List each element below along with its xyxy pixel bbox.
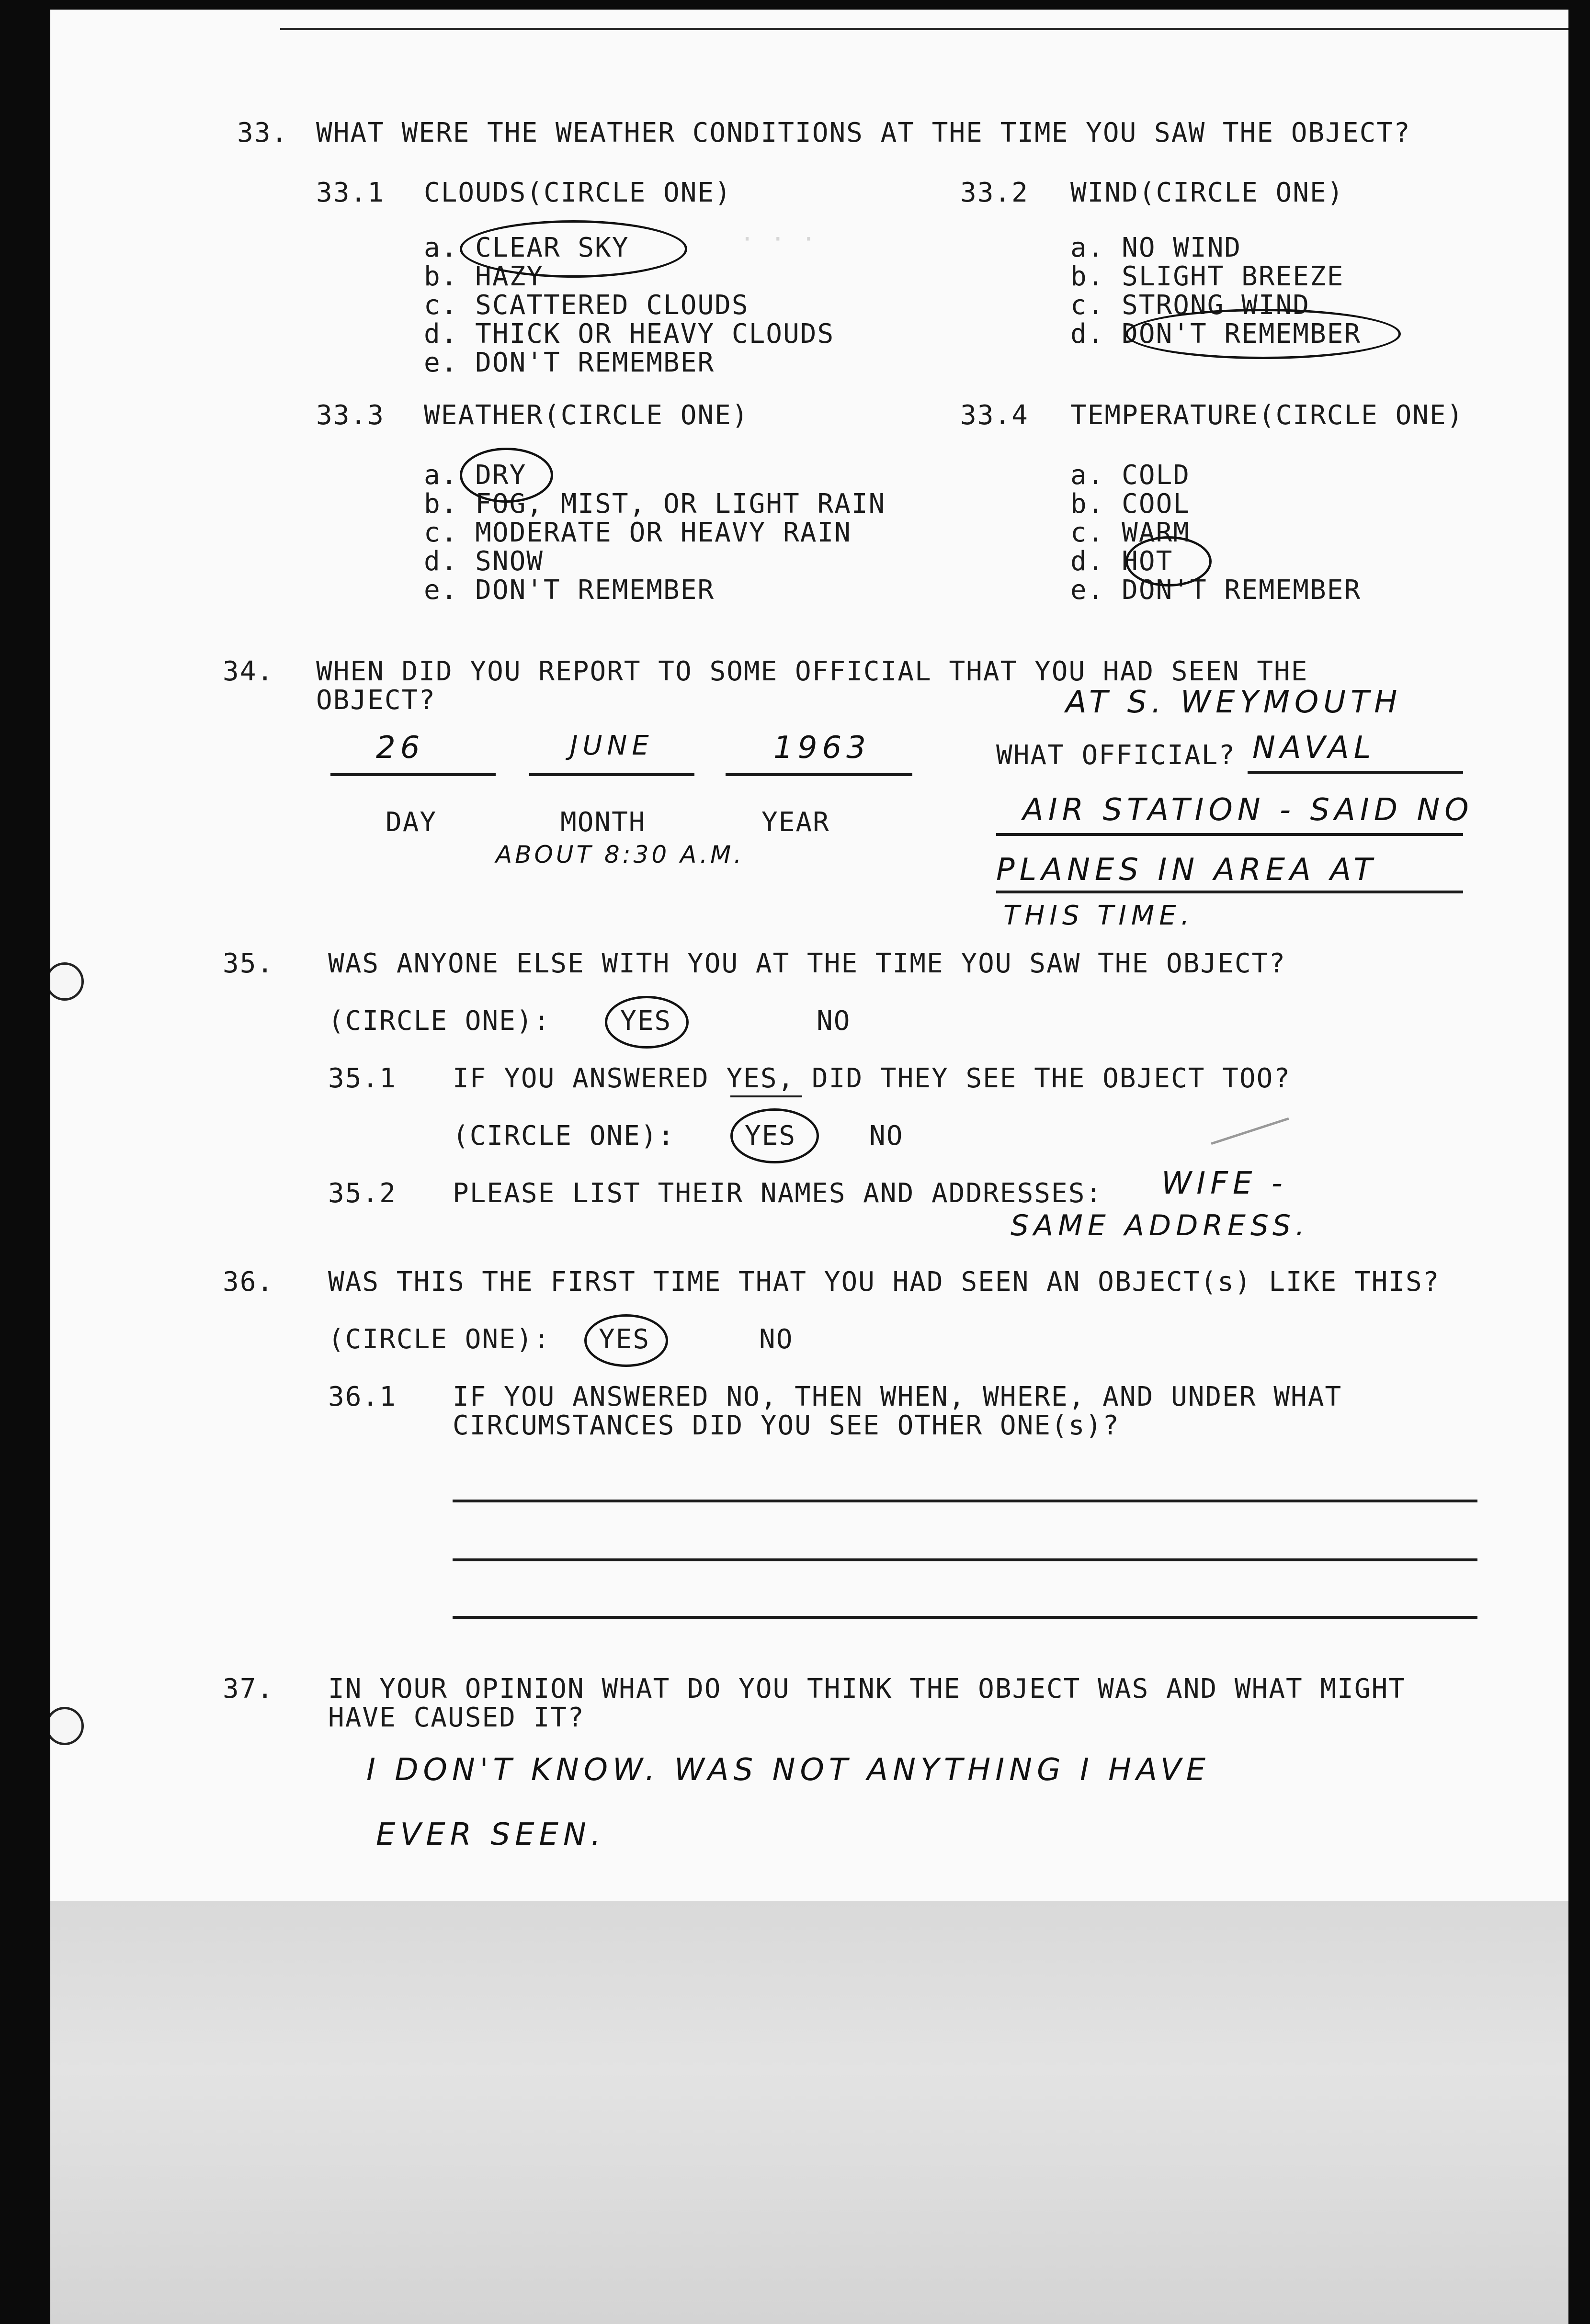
q33-2-label: WIND(CIRCLE ONE) — [1070, 177, 1344, 208]
q37-question-line2: HAVE CAUSED IT? — [328, 1702, 585, 1733]
clouds-selection-circle — [460, 220, 687, 278]
q35-2-answer-line2: SAME ADDRESS. — [1011, 1209, 1310, 1242]
year-label: YEAR — [761, 807, 830, 838]
official-line1 — [1248, 771, 1463, 774]
weather-option-b[interactable]: b. FOG, MIST, OR LIGHT RAIN — [424, 488, 886, 519]
q35-number: 35. — [223, 948, 274, 979]
q35-1-yes-underline — [730, 1095, 802, 1097]
bleed-through-text: · · · — [740, 225, 817, 253]
wind-selection-circle — [1125, 309, 1401, 359]
q36-question: WAS THIS THE FIRST TIME THAT YOU HAD SEEN AN OBJECT(s) LIKE THIS? — [328, 1266, 1440, 1297]
weather-option-e[interactable]: e. DON'T REMEMBER — [424, 575, 715, 606]
temperature-option-e[interactable]: e. DON'T REMEMBER — [1070, 575, 1362, 606]
month-line — [529, 773, 694, 776]
q35-circle-one: (CIRCLE ONE): — [328, 1005, 551, 1037]
day-line — [330, 773, 496, 776]
q33-3-number: 33.3 — [316, 400, 385, 431]
q36-1-question-line1: IF YOU ANSWERED NO, THEN WHEN, WHERE, AND UNDER WHAT — [453, 1381, 1342, 1412]
q37-answer-line1: I DON'T KNOW. WAS NOT ANYTHING I HAVE — [366, 1752, 1211, 1788]
q35-1-selection-circle — [730, 1108, 819, 1163]
official-line3 — [996, 891, 1463, 893]
punch-hole-lower — [50, 1707, 84, 1745]
official-line2 — [996, 833, 1463, 836]
q36-yes[interactable]: YES — [599, 1324, 650, 1355]
q35-1-number: 35.1 — [328, 1063, 397, 1094]
clouds-option-a[interactable]: a. CLEAR SKY — [424, 232, 629, 263]
q35-2-answer-line1: WIFE - — [1161, 1166, 1287, 1201]
temperature-option-b[interactable]: b. COOL — [1070, 488, 1191, 519]
q35-no[interactable]: NO — [817, 1005, 851, 1037]
q36-circle-one: (CIRCLE ONE): — [328, 1324, 551, 1355]
clouds-option-d[interactable]: d. THICK OR HEAVY CLOUDS — [424, 318, 835, 350]
q33-4-label: TEMPERATURE(CIRCLE ONE) — [1070, 400, 1464, 431]
wind-option-d[interactable]: d. DON'T REMEMBER — [1070, 318, 1362, 350]
month-label: MONTH — [560, 807, 646, 838]
official-label: WHAT OFFICIAL? — [996, 740, 1236, 771]
clouds-option-c[interactable]: c. SCATTERED CLOUDS — [424, 290, 749, 321]
clouds-option-e[interactable]: e. DON'T REMEMBER — [424, 347, 715, 378]
q36-no[interactable]: NO — [759, 1324, 794, 1355]
wind-option-a[interactable]: a. NO WIND — [1070, 232, 1242, 263]
q33-2-number: 33.2 — [960, 177, 1029, 208]
official-answer-line0: AT S. WEYMOUTH — [1066, 685, 1402, 720]
top-rule — [280, 28, 1568, 30]
day-value: 26 — [376, 730, 425, 766]
official-answer-line2: AIR STATION - SAID NO — [1022, 792, 1474, 828]
weather-option-c[interactable]: c. MODERATE OR HEAVY RAIN — [424, 517, 852, 548]
q36-1-number: 36.1 — [328, 1381, 397, 1412]
wind-option-c[interactable]: c. STRONG WIND — [1070, 290, 1310, 321]
q35-question: WAS ANYONE ELSE WITH YOU AT THE TIME YOU SAW THE OBJECT? — [328, 948, 1286, 979]
underlying-sheet — [50, 1901, 1568, 2324]
weather-selection-circle — [460, 448, 553, 503]
official-answer-line3: PLANES IN AREA AT — [996, 852, 1377, 888]
year-line — [726, 773, 912, 776]
clouds-option-b[interactable]: b. HAZY — [424, 261, 544, 292]
q35-yes[interactable]: YES — [620, 1005, 672, 1037]
year-value: 1963 — [773, 730, 871, 766]
month-value: JUNE — [570, 730, 654, 761]
q34-number: 34. — [223, 656, 274, 687]
q35-1-no[interactable]: NO — [869, 1120, 904, 1151]
q36-1-question-line2: CIRCUMSTANCES DID YOU SEE OTHER ONE(s)? — [453, 1410, 1120, 1441]
q35-1-yes[interactable]: YES — [745, 1120, 796, 1151]
form-page — [50, 10, 1568, 1901]
weather-option-a[interactable]: a. DRY — [424, 460, 527, 491]
q33-question: WHAT WERE THE WEATHER CONDITIONS AT THE TIME YOU SAW THE OBJECT? — [316, 117, 1411, 148]
film-edge-left — [0, 0, 50, 2324]
q33-1-label: CLOUDS(CIRCLE ONE) — [424, 177, 732, 208]
q36-number: 36. — [223, 1266, 274, 1297]
film-edge-right — [1568, 0, 1590, 2324]
temperature-option-a[interactable]: a. COLD — [1070, 460, 1191, 491]
time-note: ABOUT 8:30 A.M. — [496, 841, 745, 869]
q37-answer-line2: EVER SEEN. — [376, 1817, 606, 1852]
q35-1-question: IF YOU ANSWERED YES, DID THEY SEE THE OBJECT TOO? — [453, 1063, 1291, 1094]
official-answer-line4: THIS TIME. — [1003, 900, 1194, 931]
day-label: DAY — [386, 807, 437, 838]
q33-3-label: WEATHER(CIRCLE ONE) — [424, 400, 749, 431]
temperature-option-c[interactable]: c. WARM — [1070, 517, 1191, 548]
wind-option-b[interactable]: b. SLIGHT BREEZE — [1070, 261, 1344, 292]
official-answer-line1: NAVAL — [1252, 730, 1376, 766]
q35-selection-circle — [605, 996, 689, 1049]
q37-question-line1: IN YOUR OPINION WHAT DO YOU THINK THE OBJECT WAS AND WHAT MIGHT — [328, 1673, 1406, 1704]
q33-4-number: 33.4 — [960, 400, 1029, 431]
temperature-selection-circle — [1125, 536, 1212, 587]
q36-1-answer-line2[interactable] — [453, 1558, 1477, 1561]
q36-1-answer-line1[interactable] — [453, 1500, 1477, 1502]
stray-pen-mark — [1211, 1117, 1289, 1145]
q36-selection-circle — [584, 1314, 668, 1367]
q34-question-line2: OBJECT? — [316, 685, 436, 716]
punch-hole-upper — [50, 962, 84, 1001]
q33-number: 33. — [237, 117, 289, 148]
q35-2-number: 35.2 — [328, 1178, 397, 1209]
q36-1-answer-line3[interactable] — [453, 1616, 1477, 1619]
q34-question-line1: WHEN DID YOU REPORT TO SOME OFFICIAL THAT YOU HAD SEEN THE — [316, 656, 1308, 687]
q35-2-question: PLEASE LIST THEIR NAMES AND ADDRESSES: — [453, 1178, 1103, 1209]
q37-number: 37. — [223, 1673, 274, 1704]
q35-1-circle-one: (CIRCLE ONE): — [453, 1120, 675, 1151]
weather-option-d[interactable]: d. SNOW — [424, 546, 544, 577]
temperature-option-d[interactable]: d. HOT — [1070, 546, 1173, 577]
q33-1-number: 33.1 — [316, 177, 385, 208]
